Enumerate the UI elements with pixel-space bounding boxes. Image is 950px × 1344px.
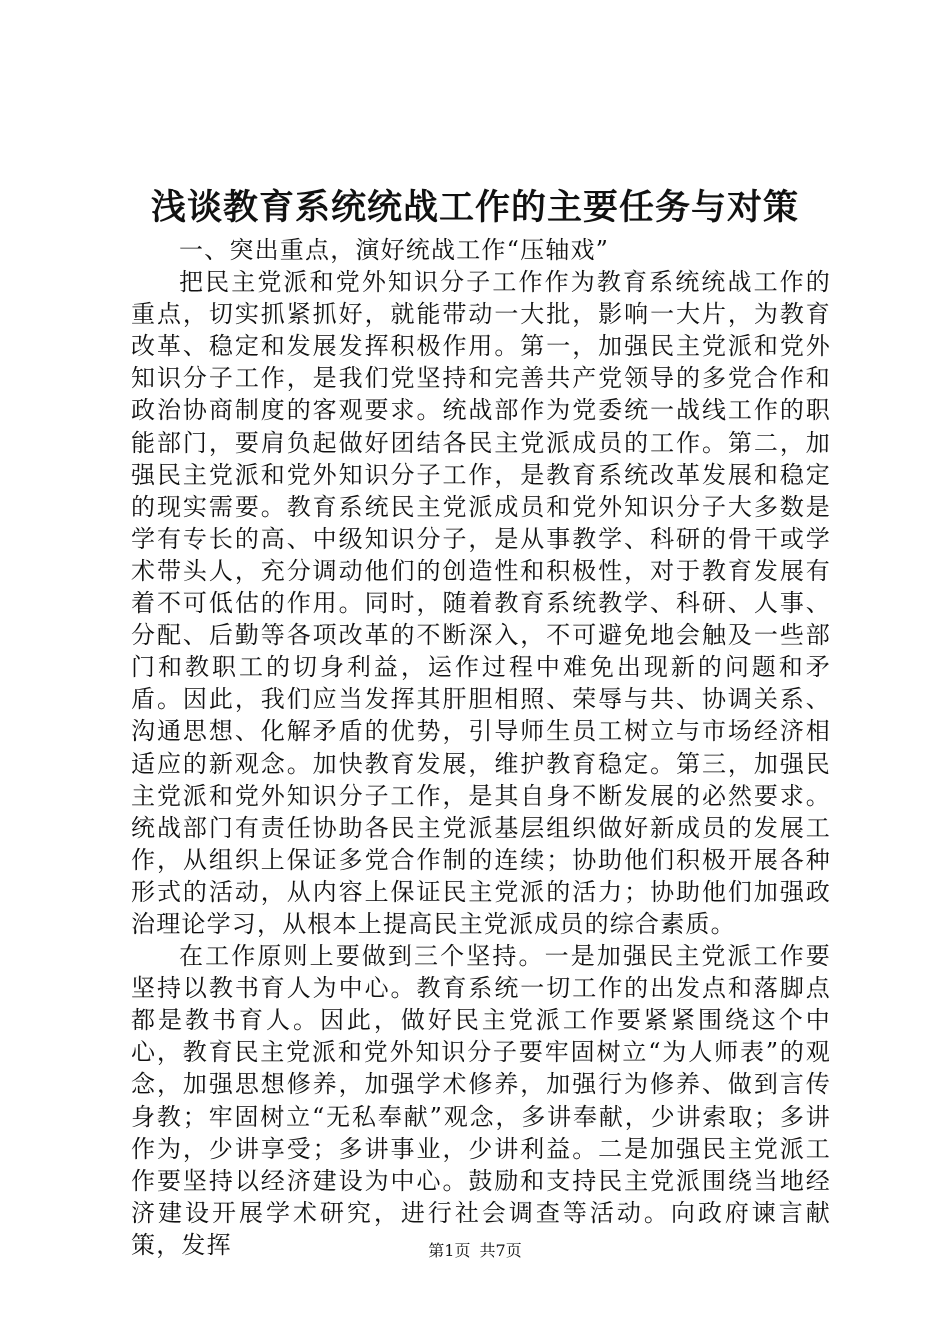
body-paragraph: 在工作原则上要做到三个坚持。一是加强民主党派工作要坚持以教书育人为中心。教育系统一切工作的出发点和落脚点都是教书育人。因此，做好民主党派工作要紧紧围绕这个中心，教育民主党派和党外知识分子要牢固树立“为人师表”的观念，加强思想修养，加强学术修养，加强行为修养、做到言传身教；牢固树立“无私奉献”观念，多讲奉献，少讲索取；多讲作为，少讲享受；多讲事业，少讲利益。二是加强民主党派工作要坚持以经济建设为中心。鼓励和支持民主党派围绕当地经济建设开展学术研究，进行社会调查等活动。向政府谏言献策，发挥 bbox=[131, 942, 831, 1259]
document-title: 浅谈教育系统统战工作的主要任务与对策 bbox=[150, 187, 799, 228]
body-paragraph: 把民主党派和党外知识分子工作作为教育系统统战工作的重点，切实抓紧抓好，就能带动一大批，影响一大片，为教育改革、稳定和发展发挥积极作用。第一，加强民主党派和党外知识分子工作，是我们党坚持和完善共产党领导的多党合作和政治协商制度的客观要求。统战部作为党委统一战线工作的职能部门，要肩负起做好团结各民主党派成员的工作。第二，加强民主党派和党外知识分子工作，是教育系统改革发展和稳定的现实需要。教育系统民主党派成员和党外知识分子大多数是学有专长的高、中级知识分子，是从事教学、科研的骨干或学术带头人，充分调动他们的创造性和积极性，对于教育发展有着不可低估的作用。同时，随着教育系统教学、科研、人事、分配、后勤等各项改革的不断深入，不可避免地会触及一些部门和教职工的切身利益，运作过程中难免出现新的问题和矛盾。因此，我们应当发挥其肝胆相照、荣辱与共、协调关系、沟通思想、化解矛盾的优势，引导师生员工树立与市场经济相适应的新观念。加快教育发展，维护教育稳定。第三，加强民主党派和党外知识分子工作，是其自身不断发展的必然要求。统战部门有责任协助各民主党派基层组织做好新成员的发展工作，从组织上保证多党合作制的连续；协助他们积极开展各种形式的活动，从内容上保证民主党派的活力；协助他们加强政治理论学习，从根本上提高民主党派成员的综合素质。 bbox=[131, 268, 831, 938]
page-number: 第1页 bbox=[428, 1241, 471, 1260]
page-footer bbox=[0, 1240, 950, 1262]
page-total: 共7页 bbox=[479, 1241, 522, 1260]
section-heading: 一、突出重点，演好统战工作“压轴戏” bbox=[179, 236, 610, 264]
document-body bbox=[131, 234, 831, 1261]
